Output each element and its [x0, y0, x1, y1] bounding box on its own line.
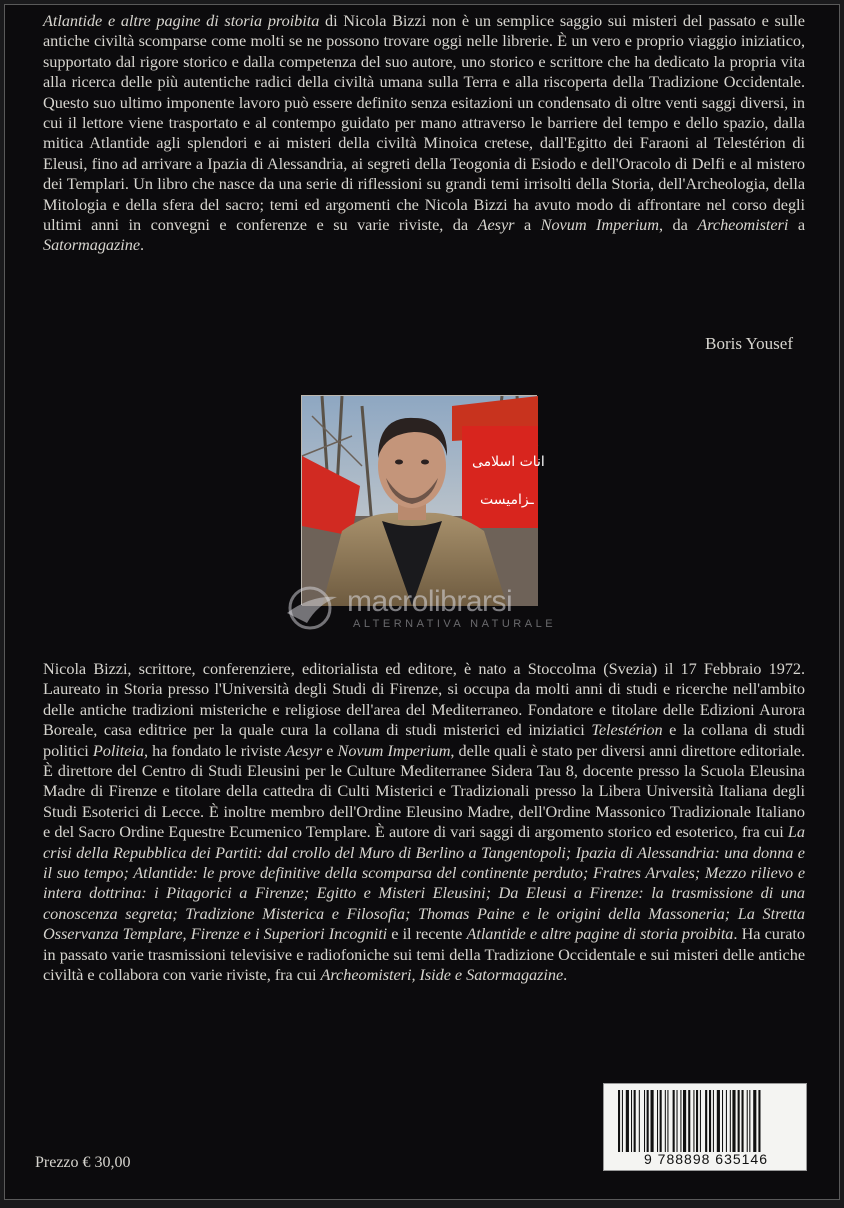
bio-text: , delle quali è stato per diversi anni direttore editoriale. È direttore del Centro di Studi Eleusini per le Culture Mediterranee Sidera Tau 8, docente presso la Scuola Eleusina Madre di Firenze e titolare della cattedra di Culti Misterici e Tradizionali presso la Libera Università Italiana degli Studi Esoterici di Lecce. È inoltre membro dell'Ordine Eleusino Madre, dell'Ordine Massonico Tradizionale Italiano e del Sacro Ordine Equestre Ecumenico Templare. È autore di vari saggi di argomento storico ed esoterico, fra cui: [43, 740, 805, 842]
magazine-title: Archeomisteri: [697, 215, 789, 235]
bio-text: e la collana di studi politici: [43, 720, 805, 760]
bio-text: e il recente: [387, 924, 467, 944]
review-author: Boris Yousef: [705, 334, 793, 353]
banner-text-line1: انات اسلامی: [472, 454, 545, 470]
book-title-italic: Atlantide e altre pagine di storia proibita: [43, 11, 320, 30]
bio-text: e: [322, 740, 338, 760]
magazine-title: Novum Imperium: [540, 215, 659, 235]
magazine-title: Novum Imperium: [337, 740, 451, 760]
book-back-cover: [4, 4, 840, 1200]
price-label: Prezzo € 30,00: [35, 1154, 131, 1171]
series-title: Telestérion: [591, 720, 663, 740]
bio-text: Nicola Bizzi, scrittore, conferenziere, editorialista ed editore, è nato a Stoccolma (Svezia) il 17 Febbraio 1972. Laureato in Storia presso l'Università degli Studi di Firenze, si occupa da molti anni di studi e ricerche nell'ambito delle antiche tradizioni misteriche e religiose dell'area del Mediterraneo. Fondatore e titolare delle Edizioni Aurora Boreale, casa editrice per la quale cura la collana di studi misterici ed iniziatici: [43, 659, 805, 740]
bio-text: , ha fondato le riviste: [144, 740, 286, 760]
book-title-italic: Atlantide e altre pagine di storia proibita: [466, 924, 734, 944]
back-cover-blurb: [43, 11, 805, 256]
blurb-text: di Nicola Bizzi non è un semplice saggio sui misteri del passato e sulle antiche civiltà scomparse come molti se ne possono trovare oggi nelle librerie. È un vero e proprio viaggio iniziatico, supportato dal rigore storico e dalla competenza del suo autore, uno storico e scrittore che ha dedicato la propria vita alla ricerca delle più autentiche radici della civiltà umana sulla Terra e alla riscoperta della Tradizione Occidentale. Questo suo ultimo imponente lavoro può essere definito senza esitazioni un condensato di oltre venti saggi diversi, in cui il lettore viene trasportato e al contempo guidato per mano attraverso le barriere del tempo e dello spazio, dalla mitica Atlantide agli splendori e ai misteri della civiltà Minoica cretese, dall'Egitto dei Faraoni al Telestérion di Eleusi, fino ad arrivare a Ipazia di Alessandria, ai segreti della Teogonia di Esiodo e dell'Oracolo di Delfi e al mistero dei Templari. Un libro che nasce da una serie di riflessioni su grandi temi irrisolti della Storia, dell'Archeologia, della Mitologia e della sfera del sacro; temi ed argomenti che Nicola Bizzi ha avuto modo di affrontare nel corso degli ultimi anni in convegni e conferenze e su varie riviste, da: [43, 11, 805, 235]
banner-text-line2: ـزامیست: [480, 492, 534, 508]
author-biography: [43, 659, 805, 986]
magazine-title: Satormagazine: [43, 235, 141, 255]
author-photo: [301, 395, 545, 605]
works-list: La crisi della Repubblica dei Partiti: dal crollo del Muro di Berlino a Tangentopoli; Ipazia di Alessandria: una donna e il suo tempo; Atlantide: le prove definitive della scomparsa del continente perduto; Fratres Arvales; Mezzo rilievo e intera dottrina: i Pitagorici a Firenze; Egitto e Misteri Eleusini; Da Eleusi a Firenze: la trasmissione di una conoscenza segreta; Tradizione Misterica e Filosofia; Thomas Paine e le origini della Massoneria; La Stretta Osservanza Templare, Firenze e i Superiori Incogniti: [43, 822, 805, 944]
series-title: Politeia: [92, 740, 144, 760]
bio-text: .: [563, 965, 568, 985]
blurb-text: .: [140, 235, 145, 255]
magazine-title: Aesyr: [285, 740, 323, 760]
watermark-brand: macrolibrarsi: [347, 585, 513, 618]
magazine-title: Aesyr: [477, 215, 515, 235]
blurb-text: , da: [658, 215, 698, 235]
blurb-text: a: [514, 215, 541, 235]
bio-text: . Ha curato in passato varie trasmissioni televisive e radiofoniche sui temi della Tradizione Occidentale e sui misteri delle antiche civiltà e collabora con varie riviste, fra cui: [43, 924, 805, 985]
watermark: [283, 583, 583, 633]
isbn-number: 9 788898 635146: [644, 1151, 768, 1167]
isbn-barcode: [603, 1083, 807, 1171]
magazine-list: Archeomisteri, Iside e Satormagazine: [320, 965, 564, 985]
blurb-text: a: [788, 215, 806, 235]
macrolibrarsi-logo-icon: [283, 583, 341, 633]
watermark-tagline: ALTERNATIVA NATURALE: [353, 618, 557, 630]
barcode-icon: [618, 1090, 798, 1152]
